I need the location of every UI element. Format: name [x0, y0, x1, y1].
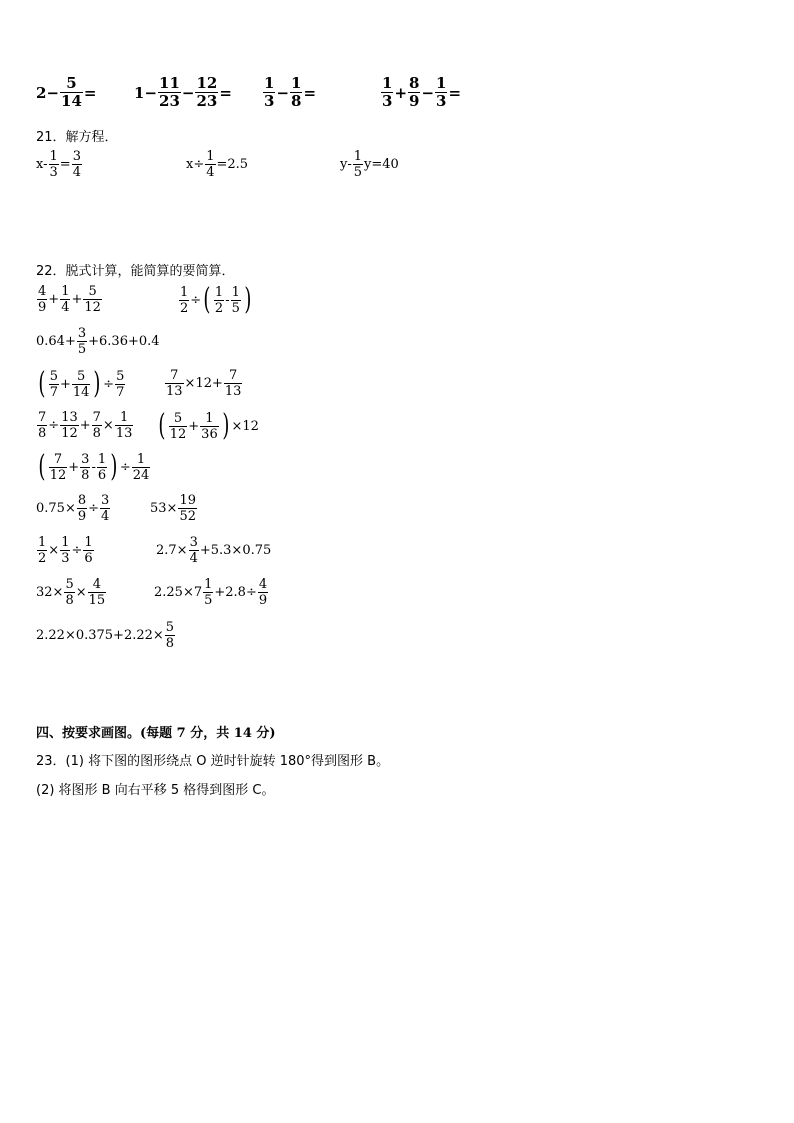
- text: +5.3×0.75: [199, 543, 272, 558]
- denominator: 15: [88, 593, 106, 608]
- numerator: 1: [49, 149, 58, 164]
- denominator: 8: [291, 92, 302, 110]
- operator: +: [68, 459, 80, 475]
- denominator: 4: [206, 165, 215, 180]
- numerator: 5: [165, 620, 175, 635]
- fraction: [97, 453, 107, 482]
- expression-r6a: [36, 494, 111, 523]
- text: 32×: [36, 585, 64, 600]
- denominator: 8: [38, 426, 47, 441]
- numerator: 1: [97, 451, 107, 467]
- fraction: [77, 494, 87, 523]
- denominator: 2: [38, 551, 47, 566]
- denominator: 14: [72, 384, 90, 400]
- text: +6.36+0.4: [88, 334, 160, 349]
- question-23-part-2: (2) 将图形 B 向右平移 5 格得到图形 C。: [36, 783, 275, 798]
- numerator: 7: [229, 368, 238, 383]
- denominator: 5: [353, 165, 363, 180]
- numerator: 1: [231, 284, 240, 300]
- denominator: 12: [169, 426, 187, 442]
- fraction: [37, 536, 47, 565]
- right-paren: ): [244, 282, 252, 317]
- numerator: 1: [382, 74, 393, 92]
- fraction: [263, 76, 275, 109]
- numerator: 1: [61, 535, 70, 550]
- text: 1: [134, 83, 145, 102]
- numerator: 5: [116, 368, 125, 384]
- operator: −: [46, 83, 60, 102]
- fraction: [165, 621, 175, 650]
- fraction: [195, 76, 218, 109]
- equals: =: [303, 83, 317, 102]
- operator: ×: [102, 418, 114, 433]
- numerator: 1: [180, 284, 189, 300]
- denominator: 8: [65, 593, 74, 608]
- numerator: 12: [196, 74, 218, 92]
- numerator: 1: [204, 577, 213, 592]
- denominator: 8: [81, 467, 90, 483]
- expression-r4b: [156, 408, 259, 443]
- numerator: 5: [49, 368, 58, 384]
- numerator: 4: [258, 577, 268, 592]
- denominator: 4: [189, 551, 198, 566]
- denominator: 14: [61, 92, 82, 110]
- numerator: 13: [61, 410, 78, 425]
- operator: -: [91, 459, 96, 475]
- fraction: [200, 412, 219, 441]
- denominator: 9: [77, 509, 87, 524]
- fraction: [80, 453, 90, 482]
- fraction: [60, 76, 83, 109]
- fraction: [115, 370, 125, 399]
- numerator: 1: [119, 410, 129, 425]
- numerator: 7: [38, 410, 47, 425]
- expression-r6b: [150, 494, 198, 523]
- numerator: 7: [53, 451, 63, 467]
- numerator: 3: [189, 535, 198, 550]
- text: y=40: [364, 157, 399, 172]
- fraction: [178, 494, 197, 523]
- left-paren: (: [203, 282, 211, 317]
- numerator: 19: [179, 493, 196, 508]
- right-paren: ): [110, 449, 118, 484]
- numerator: 3: [77, 326, 87, 341]
- operator: −: [276, 83, 290, 102]
- expression-2: [134, 76, 232, 109]
- fraction: [179, 286, 189, 315]
- denominator: 3: [61, 551, 70, 566]
- fraction: [132, 453, 151, 482]
- text: x-: [36, 157, 48, 172]
- numerator: 1: [291, 74, 302, 92]
- operator: +: [60, 376, 71, 392]
- question-22-title: 22．脱式计算，能简算的要简算．: [36, 264, 235, 279]
- denominator: 4: [101, 509, 110, 524]
- left-paren: (: [38, 366, 46, 401]
- expression-r7b: [156, 536, 271, 565]
- text: ×12+: [184, 376, 223, 391]
- denominator: 4: [72, 165, 81, 180]
- denominator: 52: [179, 509, 196, 524]
- text: 0.75×: [36, 501, 76, 516]
- denominator: 2: [214, 300, 224, 316]
- operator: -: [225, 292, 230, 308]
- fraction: [205, 150, 215, 179]
- fraction: [381, 76, 393, 109]
- operator: ×: [75, 585, 87, 600]
- fraction: [49, 150, 59, 179]
- denominator: 13: [224, 384, 242, 399]
- denominator: 3: [382, 92, 393, 110]
- operator: +: [48, 292, 60, 307]
- expression-4: [380, 76, 461, 109]
- expression-3: [262, 76, 316, 109]
- fraction: [165, 369, 184, 398]
- denominator: 13: [166, 384, 183, 399]
- text: 2.25×7: [154, 585, 203, 600]
- expression-r7a: [36, 536, 95, 565]
- operator: −: [144, 83, 158, 102]
- numerator: 1: [353, 149, 363, 164]
- text: =2.5: [216, 157, 249, 172]
- fraction: [258, 578, 268, 607]
- denominator: 3: [49, 165, 58, 180]
- numerator: 5: [66, 74, 77, 92]
- fraction: [72, 150, 82, 179]
- text: x÷: [186, 157, 205, 172]
- denominator: 6: [84, 551, 93, 566]
- text: 2.22×0.375+2.22×: [36, 628, 164, 643]
- question-23-part-1: 23．(1) 将下图的图形绕点 O 逆时针旋转 180°得到图形 B。: [36, 754, 390, 769]
- equals: =: [83, 83, 97, 102]
- fraction: [49, 370, 59, 399]
- numerator: 1: [206, 149, 215, 164]
- fraction: [231, 286, 241, 315]
- denominator: 9: [258, 593, 268, 608]
- right-paren: ): [93, 366, 101, 401]
- fraction: [83, 285, 102, 314]
- text: ×12: [231, 418, 259, 434]
- expression-r1b: [178, 282, 254, 317]
- fraction: [92, 411, 102, 440]
- denominator: 24: [132, 467, 150, 483]
- numerator: 8: [77, 493, 87, 508]
- question-21-title: 21．解方程．: [36, 130, 118, 145]
- operator: +: [79, 418, 91, 433]
- numerator: 1: [436, 74, 447, 92]
- numerator: 4: [38, 284, 47, 299]
- expression-r5: [36, 449, 151, 484]
- text: 0.64+: [36, 334, 76, 349]
- equation-2: [186, 150, 248, 179]
- expression-r1a: [36, 285, 103, 314]
- numerator: 3: [101, 493, 110, 508]
- numerator: 11: [159, 74, 180, 92]
- fraction: [100, 494, 110, 523]
- fraction: [49, 453, 68, 482]
- numerator: 1: [214, 284, 224, 300]
- left-paren: (: [38, 449, 46, 484]
- denominator: 12: [49, 467, 67, 483]
- fraction: [83, 536, 93, 565]
- numerator: 7: [92, 410, 101, 425]
- numerator: 1: [136, 451, 146, 467]
- expression-r4a: [36, 411, 134, 440]
- expression-r3a: [36, 366, 126, 401]
- text: +2.8÷: [214, 585, 257, 600]
- fraction: [37, 285, 47, 314]
- operator: −: [181, 83, 195, 102]
- fraction: [214, 286, 224, 315]
- text: y-: [340, 157, 352, 172]
- fraction: [37, 411, 47, 440]
- numerator: 3: [72, 149, 81, 164]
- denominator: 7: [116, 384, 125, 400]
- fraction: [60, 285, 70, 314]
- operator: ÷: [190, 292, 202, 308]
- numerator: 1: [84, 535, 93, 550]
- operator: +: [71, 292, 83, 307]
- text: 2.7×: [156, 543, 188, 558]
- numerator: 5: [65, 577, 74, 592]
- numerator: 3: [81, 451, 90, 467]
- equation-1: [36, 150, 83, 179]
- equation-3: [340, 150, 399, 179]
- text: 2: [36, 83, 47, 102]
- expression-r3b: [164, 369, 243, 398]
- fraction: [60, 411, 79, 440]
- denominator: 6: [97, 467, 107, 483]
- expression-r8b: [154, 578, 269, 607]
- fraction: [224, 369, 243, 398]
- numerator: 5: [88, 284, 97, 299]
- numerator: 5: [173, 410, 183, 426]
- denominator: 3: [436, 92, 447, 110]
- fraction: [77, 327, 87, 356]
- denominator: 13: [115, 426, 133, 441]
- fraction: [203, 578, 213, 607]
- expression-r9: [36, 621, 176, 650]
- operator: ÷: [119, 459, 131, 475]
- fraction: [60, 536, 70, 565]
- denominator: 5: [231, 300, 240, 316]
- denominator: 5: [77, 342, 87, 357]
- denominator: 5: [204, 593, 213, 608]
- operator: ÷: [48, 418, 60, 433]
- denominator: 8: [165, 636, 175, 651]
- fraction: [169, 412, 188, 441]
- denominator: 36: [201, 426, 218, 442]
- operator: ×: [48, 543, 60, 558]
- denominator: 9: [409, 92, 420, 110]
- operator: +: [394, 83, 408, 102]
- denominator: 2: [180, 300, 189, 316]
- equals: =: [448, 83, 462, 102]
- fraction: [115, 411, 134, 440]
- expression-1: [36, 76, 96, 109]
- operator: ÷: [103, 376, 115, 392]
- operator: ÷: [88, 501, 100, 516]
- fraction: [158, 76, 181, 109]
- fraction: [435, 76, 447, 109]
- fraction: [189, 536, 199, 565]
- fraction: [72, 370, 91, 399]
- expression-r2: [36, 327, 160, 356]
- numerator: 4: [92, 577, 102, 592]
- denominator: 12: [61, 426, 78, 441]
- equals: =: [219, 83, 232, 102]
- left-paren: (: [158, 408, 166, 443]
- numerator: 7: [170, 368, 179, 383]
- section-4-title: 四、按要求画图。(每题 7 分，共 14 分): [36, 726, 276, 741]
- text: 53×: [150, 501, 178, 516]
- denominator: 23: [196, 92, 218, 110]
- denominator: 3: [264, 92, 275, 110]
- fraction: [290, 76, 302, 109]
- numerator: 1: [205, 410, 214, 426]
- denominator: 23: [159, 92, 180, 110]
- operator: ÷: [71, 543, 83, 558]
- denominator: 8: [92, 426, 101, 441]
- operator: −: [421, 83, 435, 102]
- numerator: 1: [264, 74, 275, 92]
- equals: =: [59, 157, 71, 172]
- numerator: 8: [409, 74, 420, 92]
- fraction: [408, 76, 420, 109]
- operator: +: [188, 418, 200, 434]
- denominator: 9: [38, 300, 47, 315]
- denominator: 7: [49, 384, 58, 400]
- denominator: 12: [84, 300, 101, 315]
- fraction: [64, 578, 74, 607]
- denominator: 4: [61, 300, 70, 315]
- fraction: [353, 150, 363, 179]
- fraction: [88, 578, 107, 607]
- numerator: 1: [38, 535, 47, 550]
- numerator: 1: [61, 284, 70, 299]
- expression-r8a: [36, 578, 107, 607]
- right-paren: ): [222, 408, 230, 443]
- numerator: 5: [77, 368, 86, 384]
